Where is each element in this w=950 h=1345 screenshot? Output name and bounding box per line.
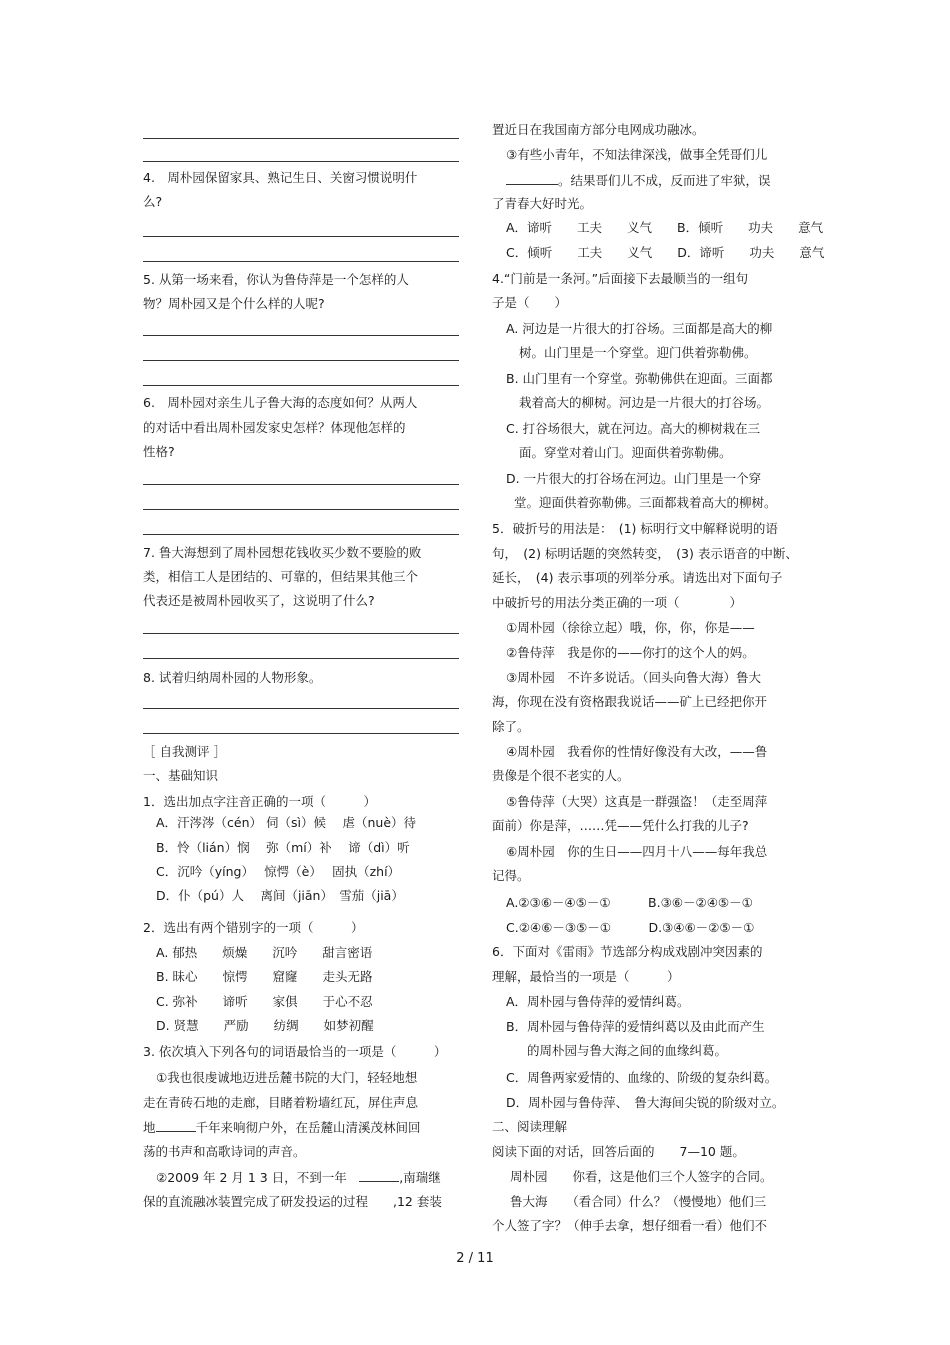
fill-blank[interactable] <box>506 172 558 185</box>
answer-line[interactable] <box>143 261 459 262</box>
answer-line[interactable] <box>143 509 459 510</box>
answer-line[interactable] <box>143 534 459 535</box>
question-4-line-2: 么? <box>143 194 163 209</box>
b3-sentence-3-line-3: 了青春大好时光。 <box>492 196 593 211</box>
b2-option-a: A. 郁热 烦燥 沉吟 甜言密语 <box>156 945 373 960</box>
b3-options-cd: C．倾听 工夫 义气 D．谛听 功夫 意气 <box>506 245 825 260</box>
question-8: 8. 试着归纳周朴园的人物形象。 <box>143 670 322 685</box>
b1-stem: 1．选出加点字注音正确的一项（ ） <box>143 794 376 809</box>
b5-item-2: ②鲁侍萍 我是你的——你打的这个人的妈。 <box>506 645 755 660</box>
b5-item-4-line-2: 贵像是个很不老实的人。 <box>492 768 630 783</box>
b3-sentence-2-line-1: ②2009 年 2 月 1 3 日，不到一年 ,南瑞继 <box>156 1170 441 1185</box>
b6-option-b-line-1: B．周朴园与鲁侍萍的爱情纠葛以及由此而产生 <box>506 1019 765 1034</box>
b2-option-b: B. 昧心 惊愕 窟窿 走头无路 <box>156 969 373 984</box>
b4-stem-line-2: 子是（ ） <box>492 295 568 310</box>
question-7-line-2: 类，相信工人是团结的、可靠的，但结果其他三个 <box>143 569 419 584</box>
b3-sentence-1-line-1: ①我也很虔诚地迈进岳麓书院的大门，轻轻地想 <box>156 1070 418 1085</box>
section-1-heading: 一、基础知识 <box>143 768 219 783</box>
b6-option-b-line-2: 的周朴园与鲁大海之间的血缘纠葛。 <box>527 1043 728 1058</box>
b3-sentence-1-line-2: 走在青砖石地的走廊，目睹着粉墙红瓦，屏住声息 <box>143 1095 419 1110</box>
b4-option-b-line-1: B. 山门里有一个穿堂。弥勒佛供在迎面。三面都 <box>506 371 773 386</box>
b6-stem-line-2: 理解，最恰当的一项是（ ） <box>492 969 680 984</box>
b4-option-d-line-1: D. 一片很大的打谷场在河边。山门里是一个穿 <box>506 471 762 486</box>
b5-stem-line-3: 延长， (4) 表示事项的列举分承。请选出对下面句子 <box>492 570 783 585</box>
b6-option-c: C．周鲁两家爱情的、血缘的、阶级的复杂纠葛。 <box>506 1070 778 1085</box>
b5-item-3-line-2: 海，你现在没有资格跟我说话——矿上已经把你开 <box>492 694 768 709</box>
question-7-line-1: 7. 鲁大海想到了周朴园想花钱收买少数不要脸的败 <box>143 545 422 560</box>
b3-stem: 3. 依次填入下列各句的词语最恰当的一项是（ ） <box>143 1044 447 1059</box>
b3-sentence-1-line-3: 地 千年来响彻户外，在岳麓山清溪茂林间回 <box>143 1120 421 1135</box>
b4-option-a-line-2: 树。山门里是一个穿堂。迎门供着弥勒佛。 <box>519 345 757 360</box>
b5-stem-line-2: 句， (2) 标明话题的突然转变， (3) 表示语音的中断、 <box>492 546 798 561</box>
b3-sentence-2-line-2: 保的直流融冰装置完成了研发投运的过程 ,12 套装 <box>143 1194 442 1209</box>
page-number: 2 / 11 <box>456 1251 494 1266</box>
question-5-line-1: 5. 从第一场来看，你认为鲁侍萍是一个怎样的人 <box>143 272 409 287</box>
self-test-heading: ［ 自我测评 ］ <box>143 744 226 759</box>
answer-line[interactable] <box>143 708 459 709</box>
b4-option-b-line-2: 栽着高大的柳树。河边是一片很大的打谷场。 <box>519 395 770 410</box>
b2-stem: 2．选出有两个错别字的一项（ ） <box>143 920 364 935</box>
fill-blank[interactable] <box>156 1119 196 1132</box>
b6-option-a: A．周朴园与鲁侍萍的爱情纠葛。 <box>506 994 690 1009</box>
answer-line[interactable] <box>143 385 459 386</box>
reading-intro: 阅读下面的对话，回答后面的 7—10 题。 <box>492 1144 745 1159</box>
question-7-line-3: 代表还是被周朴园收买了，这说明了什么? <box>143 593 375 608</box>
b4-option-c-line-1: C. 打谷场很大，就在河边。高大的柳树栽在三 <box>506 421 761 436</box>
b6-option-d: D．周朴园与鲁侍萍、 鲁大海间尖锐的阶级对立。 <box>506 1095 785 1110</box>
b4-option-a-line-1: A. 河边是一片很大的打谷场。三面都是高大的柳 <box>506 321 773 336</box>
answer-line[interactable] <box>143 138 459 139</box>
dialogue-line-1: 周朴园 你看，这是他们三个人签字的合同。 <box>510 1169 773 1184</box>
answer-line[interactable] <box>143 360 459 361</box>
b5-item-3-line-3: 除了。 <box>492 719 530 734</box>
b1-option-d: D．仆（pú）人 离间（jiān） 雪茄（jiā） <box>156 888 404 903</box>
b5-stem-line-1: 5．破折号的用法是： (1) 标明行文中解释说明的语 <box>492 521 778 536</box>
b3-sentence-3-line-2: 。结果哥们儿不成，反而进了牢狱，误 <box>506 172 771 189</box>
b3-sentence-3-line-1: ③有些小青年，不知法律深浅，做事全凭哥们儿 <box>506 147 768 162</box>
b4-stem-line-1: 4.“门前是一条河。”后面接下去最顺当的一组句 <box>492 271 749 286</box>
question-5-line-2: 物？周朴园又是个什么样的人呢? <box>143 296 325 311</box>
answer-line[interactable] <box>143 658 459 659</box>
question-4-line-1: 4. 周朴园保留家具、熟记生日、关窗习惯说明什 <box>143 170 418 185</box>
answer-line[interactable] <box>143 161 459 162</box>
b4-option-d-line-2: 堂。迎面供着弥勒佛。三面都栽着高大的柳树。 <box>514 495 777 510</box>
b6-stem-line-1: 6．下面对《雷雨》节选部分构成戏剧冲突因素的 <box>492 944 763 959</box>
answer-line[interactable] <box>143 335 459 336</box>
b5-item-5-line-2: 面前）你是萍，……凭——凭什么打我的儿子? <box>492 818 749 833</box>
b5-options-ab: A.②③⑥－④⑤－① B.③⑥－②④⑤－① <box>506 895 753 910</box>
b3-sentence-2-line-3: 置近日在我国南方部分电网成功融冰。 <box>492 122 705 137</box>
dialogue-line-3: 个人签了字？（伸手去拿，想仔细看一看）他们不 <box>492 1218 768 1233</box>
b5-item-5-line-1: ⑤鲁侍萍（大哭）这真是一群强盗！（走至周萍 <box>506 794 768 809</box>
b1-option-a: A．汗涔涔（cén） 伺（sì）候 虐（nuè）待 <box>156 815 417 830</box>
question-6-line-2: 的对话中看出周朴园发家史怎样？体现他怎样的 <box>143 420 406 435</box>
b2-option-c: C. 弥补 谛听 家俱 于心不忍 <box>156 994 373 1009</box>
b5-stem-line-4: 中破折号的用法分类正确的一项（ ） <box>492 595 743 610</box>
b2-option-d: D. 贤慧 严励 纺绸 如梦初醒 <box>156 1018 374 1033</box>
b1-option-b: B．怜（lián）悯 弥（mí）补 谛（dì）听 <box>156 840 410 855</box>
answer-line[interactable] <box>143 733 459 734</box>
b5-item-4-line-1: ④周朴园 我看你的性情好像没有大改，——鲁 <box>506 744 768 759</box>
b1-option-c: C．沉吟（yíng） 惊愕（è） 固执（zhí） <box>156 864 401 879</box>
b5-item-6-line-1: ⑥周朴园 你的生日——四月十八——每年我总 <box>506 844 768 859</box>
answer-line[interactable] <box>143 236 459 237</box>
b3-sentence-1-line-4: 荡的书声和高歌诗词的声音。 <box>143 1144 306 1159</box>
b5-options-cd: C.②④⑥－③⑤－① D.③④⑥－②⑤－① <box>506 920 755 935</box>
dialogue-line-2: 鲁大海 （看合同）什么？（慢慢地）他们三 <box>510 1194 767 1209</box>
question-6-line-1: 6. 周朴园对亲生儿子鲁大海的态度如何？从两人 <box>143 395 418 410</box>
b5-item-3-line-1: ③周朴园 不许多说话。（回头向鲁大海）鲁大 <box>506 670 761 685</box>
question-6-line-3: 性格? <box>143 444 175 459</box>
b3-options-ab: A．谛听 工夫 义气 B．倾听 功夫 意气 <box>506 220 824 235</box>
b5-item-6-line-2: 记得。 <box>492 868 530 883</box>
answer-line[interactable] <box>143 633 459 634</box>
b4-option-c-line-2: 面。穿堂对着山门。迎面供着弥勒佛。 <box>519 445 732 460</box>
fill-blank[interactable] <box>359 1169 399 1182</box>
section-2-heading: 二、阅读理解 <box>492 1119 568 1134</box>
answer-line[interactable] <box>143 484 459 485</box>
b5-item-1: ①周朴园（徐徐立起）哦，你，你，你是—— <box>506 620 755 635</box>
